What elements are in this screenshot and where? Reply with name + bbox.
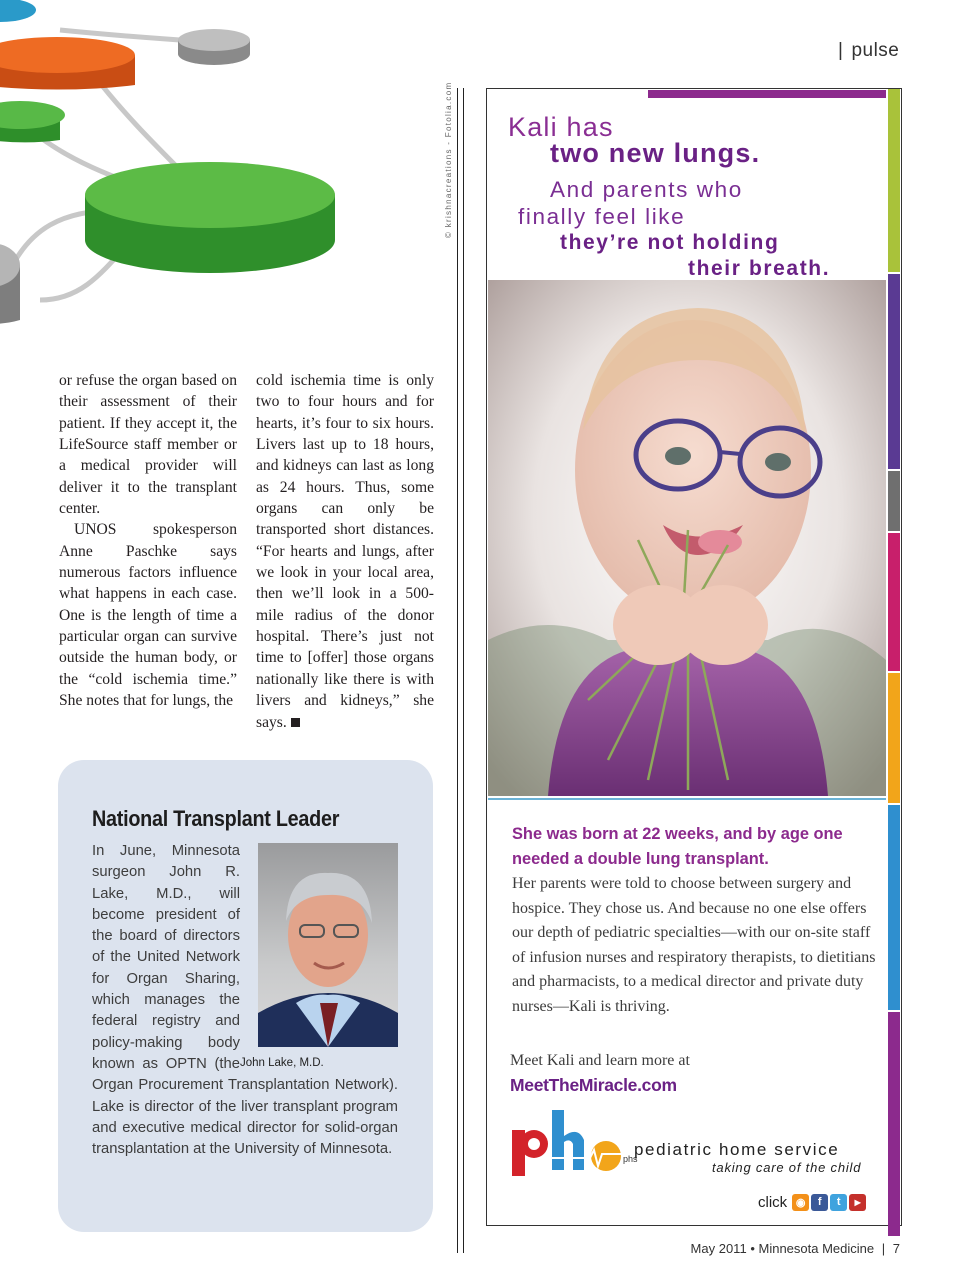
- brand-name: pediatric home service: [634, 1140, 840, 1159]
- click-label: click: [758, 1193, 788, 1211]
- article-paragraph: UNOS spokesperson Anne Paschke says numerous factors influence what happens in each case. One is the length of time a particular organ can survive outside the human body, or the “cold ischemia time.” She notes that for lungs, the: [59, 521, 237, 710]
- photo-credit: [444, 81, 456, 238]
- headline-line-2: [550, 138, 760, 169]
- color-strip-segment: [888, 533, 900, 673]
- end-of-article-mark: [291, 718, 300, 727]
- sidebar-paragraph: In June, Minnesota surgeon John R. Lake, M.D., will become president of the board of directors of the United Network for Organ Sharing, which manages the federal registry and policy-making body known as OPTN (the Organ Procurement Transplantation Network). Lake is director of the liver transplant program and executive medical director for solid-organ transplantation at the University of Minnesota.: [92, 843, 398, 1158]
- headline-line-5: they’re not holding: [560, 231, 780, 254]
- ad-top-accent-bar: [648, 90, 886, 98]
- green-disc-large: [85, 162, 335, 273]
- rss-icon[interactable]: ◉: [792, 1194, 809, 1211]
- photo-divider: [488, 798, 886, 800]
- sidebar-text-block: [92, 841, 398, 1160]
- article-paragraph: or refuse the organ based on their assessment of their patient. If they accept it, the LifeSource staff member or a medical provider will deliver it to the transplant center.: [59, 372, 237, 518]
- page-number: 7: [892, 1241, 900, 1256]
- footer-issue: May 2011: [690, 1241, 747, 1256]
- headline-line-3: And parents who: [550, 177, 743, 202]
- social-links: [758, 1192, 866, 1212]
- photo-credit-text: © krishnacreations - Fotolia.com: [444, 81, 453, 238]
- footer-bullet: •: [750, 1241, 755, 1256]
- headline-line-1: Kali has: [508, 112, 614, 142]
- footer-publication: Minnesota Medicine: [758, 1241, 875, 1256]
- child-photo: [488, 280, 886, 796]
- blue-disc: [0, 0, 36, 22]
- orange-disc: [0, 37, 135, 90]
- portrait-illustration: [258, 843, 398, 1047]
- green-disc-small: [0, 101, 65, 142]
- article-paragraph: [256, 370, 434, 733]
- ad-body-copy: Her parents were told to choose between surgery and hospice. They chose us. And because no one else offers our depth of pediatric specialties—with our on-site staff of infusion nurses and respiratory therapists, to dietitians and pharmacists, to a medical director and private duty nurses—Kali is thriving.: [512, 875, 876, 1015]
- section-divider: |: [838, 40, 844, 61]
- portrait-caption: John Lake, M.D.: [240, 1057, 324, 1069]
- child-illustration: [488, 280, 886, 796]
- twitter-icon[interactable]: t: [830, 1194, 847, 1211]
- headline-line-2-period: .: [751, 138, 761, 168]
- footer-separator: |: [881, 1241, 886, 1256]
- section-label: [838, 40, 899, 62]
- ad-subhead: She was born at 22 weeks, and by age one needed a double lung transplant.: [512, 825, 843, 868]
- sidebar-box: [58, 760, 433, 1232]
- color-strip-segment: [888, 471, 900, 533]
- portrait-photo: [258, 843, 398, 1047]
- article-column-right: [256, 370, 434, 733]
- phs-logo: [510, 1108, 638, 1180]
- ad-cta-text: Meet Kali and learn more at: [510, 1052, 690, 1069]
- organ-illustration: [0, 0, 440, 360]
- section-name: pulse: [851, 40, 900, 61]
- facebook-icon[interactable]: f: [811, 1194, 828, 1211]
- headline-line-2-text: two new lungs: [550, 138, 752, 168]
- color-strip-segment: [888, 673, 900, 805]
- ad-website-link[interactable]: MeetTheMiracle.com: [510, 1075, 677, 1095]
- column-separator: [457, 88, 464, 1253]
- color-strip-segment: [888, 805, 900, 1012]
- color-strip-segment: [888, 274, 900, 471]
- portrait-figure: [240, 841, 398, 1069]
- article-paragraph-text: cold ischemia time is only two to four hours and for hearts, it’s four to six hours. Livers last up to 18 hours, and kidneys can last as long as 24 hours. Thus, some organs can only be transported short distances. “For hearts and lungs, after we look in your local area, then we’ll look in a 500-mile radius of the donor hospital. There’s just not time to [offer] those organs nationally like there is with livers and kidneys,” she says.: [256, 372, 434, 731]
- headline-line-6: their breath.: [688, 257, 831, 280]
- youtube-icon[interactable]: ▶: [849, 1194, 866, 1211]
- small-gray-disc: [178, 29, 250, 65]
- ad-color-strip: [888, 89, 900, 1224]
- brand-tagline: taking care of the child: [712, 1160, 862, 1175]
- page-footer: [691, 1241, 900, 1256]
- color-strip-segment: [888, 89, 900, 274]
- sidebar-title: National Transplant Leader: [92, 806, 340, 831]
- color-strip-segment: [888, 1012, 900, 1238]
- phs-logo-text: phs: [623, 1154, 638, 1164]
- headline-line-4: finally feel like: [518, 204, 686, 229]
- article-column-left: [59, 370, 237, 712]
